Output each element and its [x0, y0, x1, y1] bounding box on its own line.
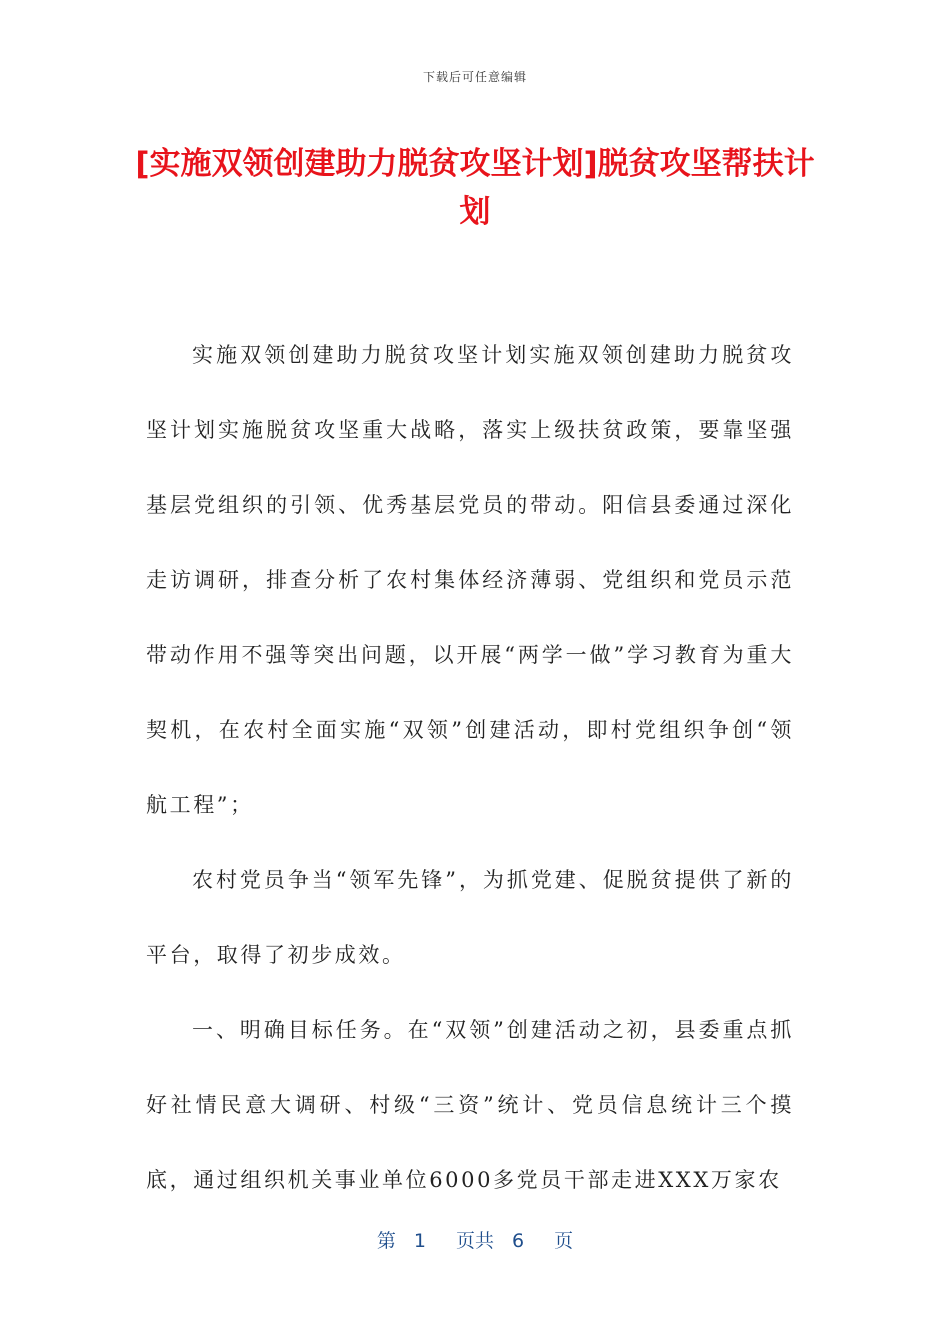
header-note: 下载后可任意编辑 [422, 70, 527, 84]
paragraph: 农村党员争当“领军先锋”，为抓党建、促脱贫提供了新的平台，取得了初步成效。 [146, 868, 794, 967]
document-title: [实施双领创建助力脱贫攻坚计划]脱贫攻坚帮扶计划 [135, 146, 815, 230]
total-pages-number: 6 [512, 1230, 525, 1252]
paragraph: 一、明确目标任务。在“双领”创建活动之初，县委重点抓好社情民意大调研、村级“三资”统计、党员信息统计三个摸底，通过组织机关事业单位6000多党员干部走进XXX万家农 [146, 1018, 794, 1192]
paragraph: 实施双领创建助力脱贫攻坚计划实施双领创建助力脱贫攻坚计划实施脱贫攻坚重大战略，落实上级扶贫政策，要靠坚强基层党组织的引领、优秀基层党员的带动。阳信县委通过深化走访调研，排查分析了农村集体经济薄弱、党组织和党员示范带动作用不强等突出问题，以开展“两学一做”学习教育为重大契机，在农村全面实施“双领”创建活动，即村党组织争创“领航工程”； [146, 343, 794, 817]
page-mid-label: 页共 [455, 1230, 494, 1252]
current-page-number: 1 [413, 1230, 426, 1252]
document-body [146, 318, 794, 1218]
page-number-footer [0, 1226, 950, 1253]
page-suffix: 页 [554, 1230, 574, 1252]
page-prefix: 第 [376, 1230, 396, 1252]
